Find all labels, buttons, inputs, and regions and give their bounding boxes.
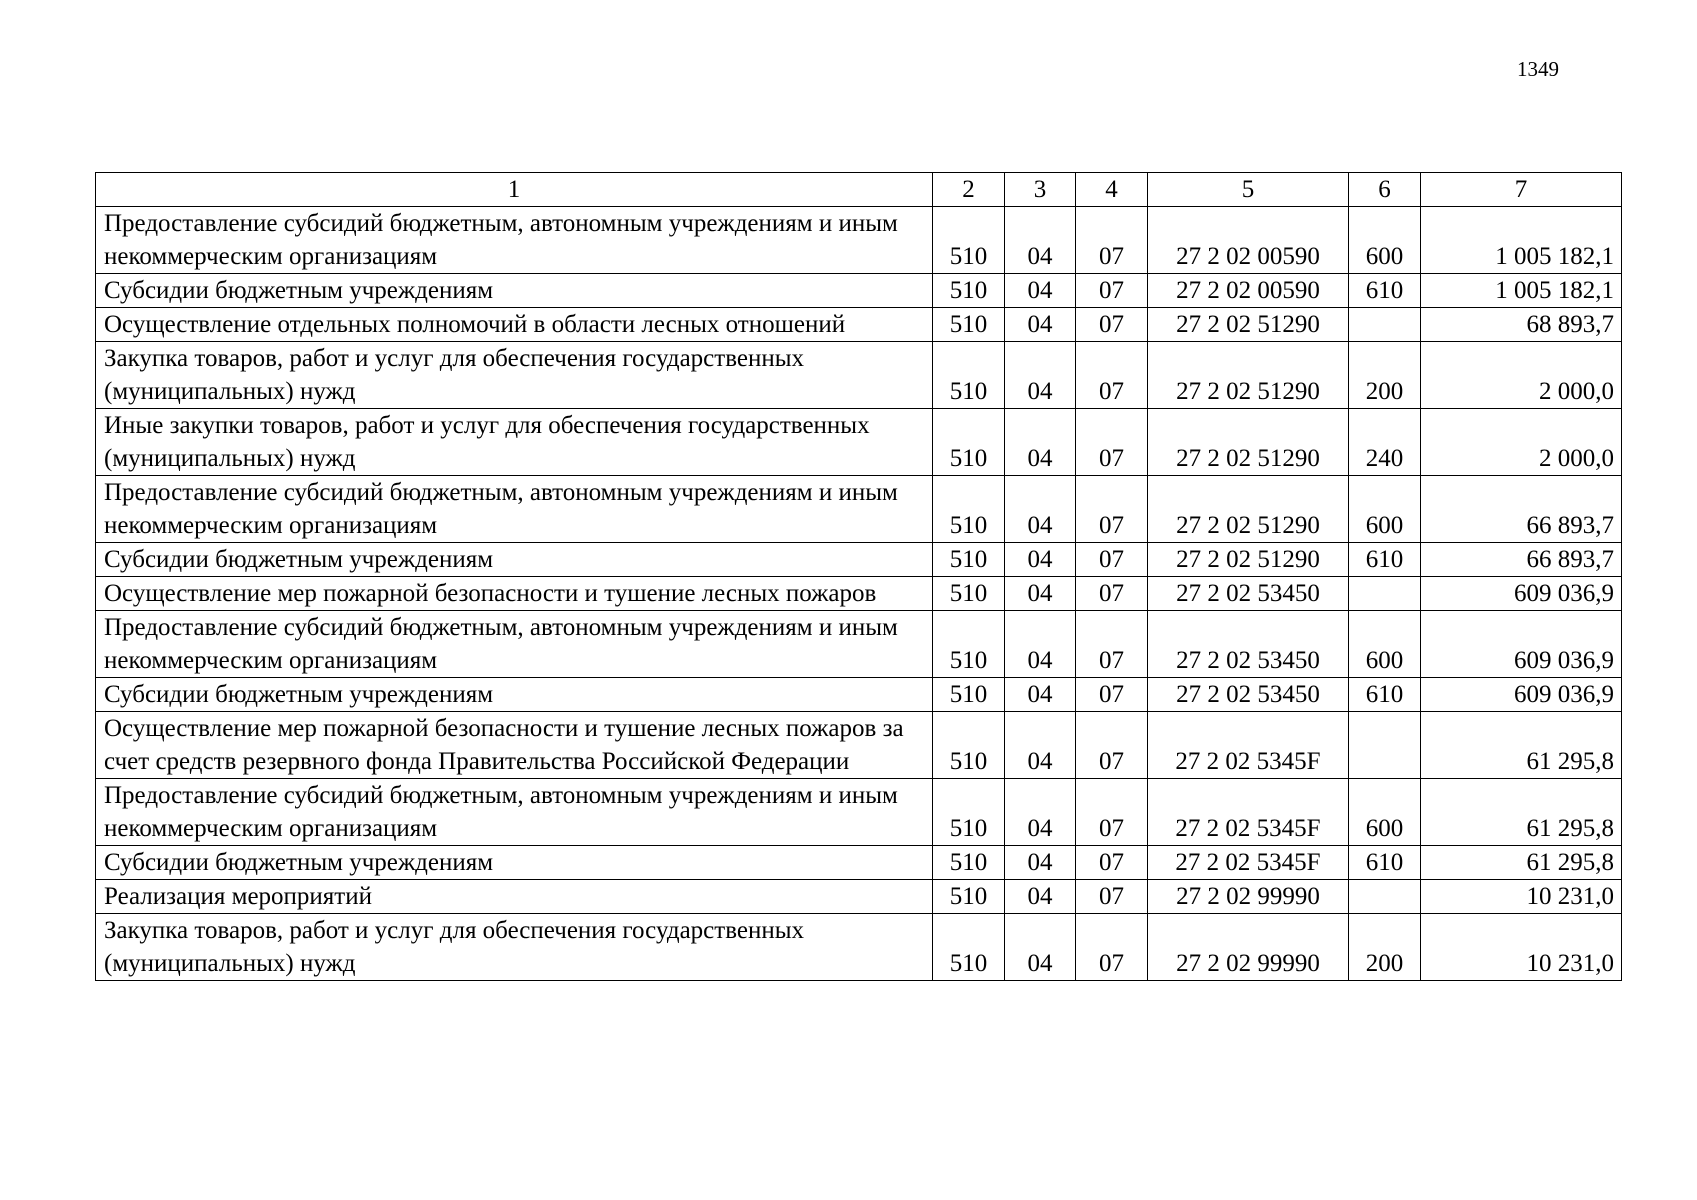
item-name-cell: Предоставление субсидий бюджетным, автономным учреждениям и иным некоммерческим организациям — [96, 611, 933, 678]
item-name-cell: Субсидии бюджетным учреждениям — [96, 274, 933, 308]
section-cell: 04 — [1005, 712, 1076, 779]
section-cell: 04 — [1005, 207, 1076, 274]
item-name-cell: Предоставление субсидий бюджетным, автономным учреждениям и иным некоммерческим организациям — [96, 476, 933, 543]
expense-type-cell — [1349, 712, 1421, 779]
section-cell: 04 — [1005, 779, 1076, 846]
target-article-cell: 27 2 02 5345F — [1148, 779, 1349, 846]
grbs-cell: 510 — [933, 476, 1005, 543]
section-cell: 04 — [1005, 342, 1076, 409]
expense-type-cell: 200 — [1349, 342, 1421, 409]
section-cell: 04 — [1005, 308, 1076, 342]
section-cell: 04 — [1005, 880, 1076, 914]
subsection-cell: 07 — [1076, 274, 1148, 308]
subsection-cell: 07 — [1076, 846, 1148, 880]
amount-cell: 609 036,9 — [1421, 577, 1622, 611]
expense-type-cell: 610 — [1349, 274, 1421, 308]
table-row — [96, 543, 1622, 577]
table-row — [96, 846, 1622, 880]
target-article-cell: 27 2 02 99990 — [1148, 914, 1349, 981]
grbs-cell: 510 — [933, 543, 1005, 577]
target-article-cell: 27 2 02 51290 — [1148, 543, 1349, 577]
target-article-cell: 27 2 02 5345F — [1148, 712, 1349, 779]
expense-type-cell: 600 — [1349, 476, 1421, 543]
item-name-cell: Осуществление отдельных полномочий в области лесных отношений — [96, 308, 933, 342]
table-row — [96, 577, 1622, 611]
header-cell: 4 — [1076, 173, 1148, 207]
amount-cell: 66 893,7 — [1421, 476, 1622, 543]
subsection-cell: 07 — [1076, 476, 1148, 543]
subsection-cell: 07 — [1076, 779, 1148, 846]
expense-type-cell: 600 — [1349, 207, 1421, 274]
grbs-cell: 510 — [933, 880, 1005, 914]
target-article-cell: 27 2 02 51290 — [1148, 308, 1349, 342]
table-row — [96, 611, 1622, 678]
header-cell: 1 — [96, 173, 933, 207]
amount-cell: 68 893,7 — [1421, 308, 1622, 342]
amount-cell: 1 005 182,1 — [1421, 274, 1622, 308]
grbs-cell: 510 — [933, 712, 1005, 779]
amount-cell: 2 000,0 — [1421, 409, 1622, 476]
target-article-cell: 27 2 02 51290 — [1148, 342, 1349, 409]
subsection-cell: 07 — [1076, 678, 1148, 712]
amount-cell: 61 295,8 — [1421, 846, 1622, 880]
target-article-cell: 27 2 02 99990 — [1148, 880, 1349, 914]
expense-type-cell: 610 — [1349, 678, 1421, 712]
subsection-cell: 07 — [1076, 880, 1148, 914]
amount-cell: 2 000,0 — [1421, 342, 1622, 409]
amount-cell: 609 036,9 — [1421, 678, 1622, 712]
header-cell: 6 — [1349, 173, 1421, 207]
table-row — [96, 409, 1622, 476]
item-name-cell: Осуществление мер пожарной безопасности и тушение лесных пожаров — [96, 577, 933, 611]
item-name-cell: Предоставление субсидий бюджетным, автономным учреждениям и иным некоммерческим организациям — [96, 207, 933, 274]
grbs-cell: 510 — [933, 914, 1005, 981]
header-cell: 5 — [1148, 173, 1349, 207]
grbs-cell: 510 — [933, 611, 1005, 678]
expense-type-cell: 600 — [1349, 779, 1421, 846]
budget-table — [95, 172, 1622, 981]
subsection-cell: 07 — [1076, 308, 1148, 342]
table-row — [96, 880, 1622, 914]
target-article-cell: 27 2 02 53450 — [1148, 678, 1349, 712]
grbs-cell: 510 — [933, 342, 1005, 409]
item-name-cell: Реализация мероприятий — [96, 880, 933, 914]
item-name-cell: Субсидии бюджетным учреждениям — [96, 543, 933, 577]
subsection-cell: 07 — [1076, 207, 1148, 274]
table-row — [96, 712, 1622, 779]
table-row — [96, 678, 1622, 712]
section-cell: 04 — [1005, 678, 1076, 712]
target-article-cell: 27 2 02 00590 — [1148, 274, 1349, 308]
grbs-cell: 510 — [933, 207, 1005, 274]
expense-type-cell: 600 — [1349, 611, 1421, 678]
item-name-cell: Предоставление субсидий бюджетным, автономным учреждениям и иным некоммерческим организациям — [96, 779, 933, 846]
target-article-cell: 27 2 02 53450 — [1148, 577, 1349, 611]
table-row — [96, 476, 1622, 543]
item-name-cell: Закупка товаров, работ и услуг для обеспечения государственных (муниципальных) нужд — [96, 914, 933, 981]
expense-type-cell — [1349, 308, 1421, 342]
target-article-cell: 27 2 02 51290 — [1148, 409, 1349, 476]
subsection-cell: 07 — [1076, 611, 1148, 678]
section-cell: 04 — [1005, 914, 1076, 981]
amount-cell: 609 036,9 — [1421, 611, 1622, 678]
target-article-cell: 27 2 02 51290 — [1148, 476, 1349, 543]
header-cell: 3 — [1005, 173, 1076, 207]
table-row — [96, 308, 1622, 342]
expense-type-cell: 610 — [1349, 543, 1421, 577]
item-name-cell: Субсидии бюджетным учреждениям — [96, 678, 933, 712]
grbs-cell: 510 — [933, 779, 1005, 846]
grbs-cell: 510 — [933, 577, 1005, 611]
expense-type-cell: 240 — [1349, 409, 1421, 476]
item-name-cell: Иные закупки товаров, работ и услуг для обеспечения государственных (муниципальных) нужд — [96, 409, 933, 476]
table-row — [96, 207, 1622, 274]
table-row — [96, 274, 1622, 308]
subsection-cell: 07 — [1076, 914, 1148, 981]
amount-cell: 66 893,7 — [1421, 543, 1622, 577]
section-cell: 04 — [1005, 611, 1076, 678]
section-cell: 04 — [1005, 577, 1076, 611]
item-name-cell: Осуществление мер пожарной безопасности и тушение лесных пожаров за счет средств резервного фонда Правительства Российской Федерации — [96, 712, 933, 779]
grbs-cell: 510 — [933, 274, 1005, 308]
table-body — [96, 173, 1622, 981]
expense-type-cell — [1349, 577, 1421, 611]
expense-type-cell: 610 — [1349, 846, 1421, 880]
target-article-cell: 27 2 02 5345F — [1148, 846, 1349, 880]
expense-type-cell — [1349, 880, 1421, 914]
grbs-cell: 510 — [933, 409, 1005, 476]
table-header-row — [96, 173, 1622, 207]
amount-cell: 61 295,8 — [1421, 779, 1622, 846]
table-row — [96, 779, 1622, 846]
table-row — [96, 342, 1622, 409]
table-row — [96, 914, 1622, 981]
item-name-cell: Закупка товаров, работ и услуг для обеспечения государственных (муниципальных) нужд — [96, 342, 933, 409]
target-article-cell: 27 2 02 53450 — [1148, 611, 1349, 678]
expense-type-cell: 200 — [1349, 914, 1421, 981]
amount-cell: 1 005 182,1 — [1421, 207, 1622, 274]
page-number: 1349 — [1517, 57, 1559, 81]
grbs-cell: 510 — [933, 846, 1005, 880]
amount-cell: 10 231,0 — [1421, 914, 1622, 981]
target-article-cell: 27 2 02 00590 — [1148, 207, 1349, 274]
subsection-cell: 07 — [1076, 409, 1148, 476]
section-cell: 04 — [1005, 409, 1076, 476]
section-cell: 04 — [1005, 543, 1076, 577]
subsection-cell: 07 — [1076, 543, 1148, 577]
item-name-cell: Субсидии бюджетным учреждениям — [96, 846, 933, 880]
section-cell: 04 — [1005, 846, 1076, 880]
grbs-cell: 510 — [933, 678, 1005, 712]
header-cell: 2 — [933, 173, 1005, 207]
grbs-cell: 510 — [933, 308, 1005, 342]
section-cell: 04 — [1005, 274, 1076, 308]
amount-cell: 10 231,0 — [1421, 880, 1622, 914]
amount-cell: 61 295,8 — [1421, 712, 1622, 779]
header-cell: 7 — [1421, 173, 1622, 207]
subsection-cell: 07 — [1076, 712, 1148, 779]
subsection-cell: 07 — [1076, 342, 1148, 409]
section-cell: 04 — [1005, 476, 1076, 543]
subsection-cell: 07 — [1076, 577, 1148, 611]
